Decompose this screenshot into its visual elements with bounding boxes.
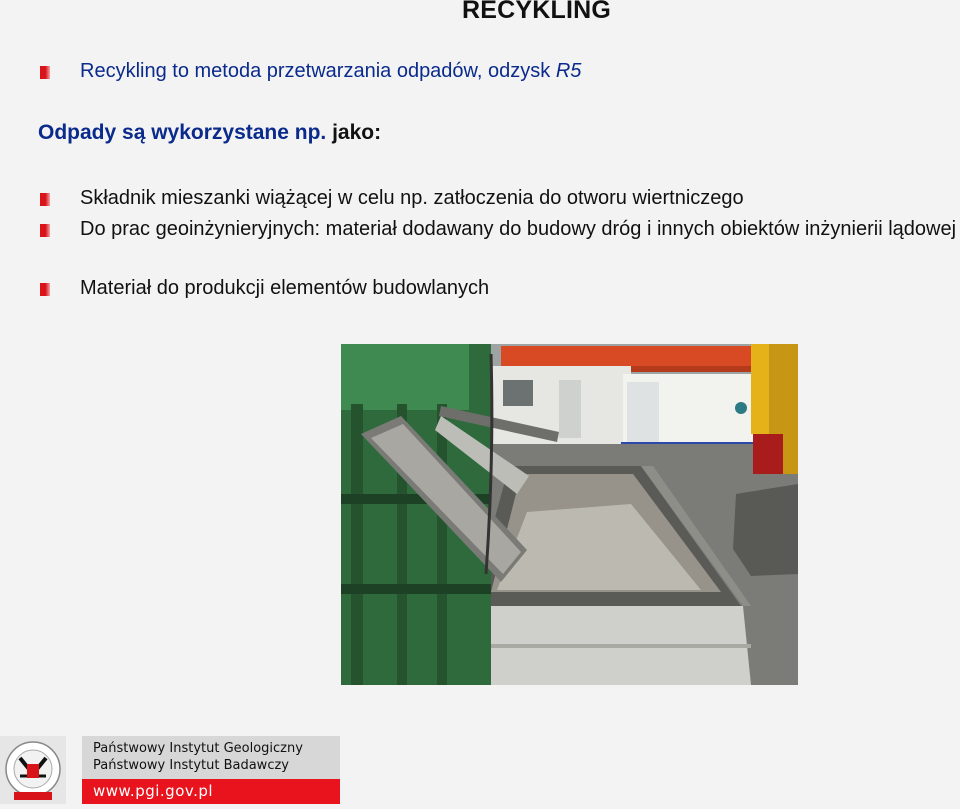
footer-band	[82, 736, 340, 804]
site-photo-illustration	[341, 344, 798, 685]
heading-suffix: jako:	[332, 121, 382, 144]
intro-line	[80, 60, 581, 83]
institute-name: Państwowy Instytut Geologiczny	[93, 741, 303, 756]
bullet-item-building-materials: Materiał do produkcji elementów budowlanych	[80, 277, 490, 299]
slide-title: RECYKLING	[462, 0, 612, 24]
intro-text: Recykling to metoda przetwarzania odpadów, odzysk	[80, 60, 556, 82]
recovery-code: R5	[555, 60, 582, 82]
footer-name-panel	[82, 736, 340, 779]
site-photo	[341, 344, 798, 685]
bullet-marker	[40, 66, 50, 79]
institute-status: Państwowy Instytut Badawczy	[93, 758, 289, 773]
bullet-marker	[40, 283, 50, 296]
pgi-seal-icon	[0, 736, 66, 804]
website-link[interactable]: www.pgi.gov.pl	[93, 782, 214, 800]
footer-url-panel	[82, 779, 340, 804]
bullet-item-binder: Składnik mieszanki wiążącej w celu np. zatłoczenia do otworu wiertniczego	[80, 187, 744, 209]
bullet-marker	[40, 224, 50, 237]
bullet-marker	[40, 193, 50, 206]
heading-prefix: Odpady są wykorzystane np.	[38, 121, 333, 144]
uses-heading	[38, 121, 381, 145]
bullet-item-geoengineering: Do prac geoinżynieryjnych: materiał dodawany do budowy dróg i innych obiektów inżynierii lądowej	[80, 218, 957, 240]
pgi-logo	[0, 736, 66, 804]
